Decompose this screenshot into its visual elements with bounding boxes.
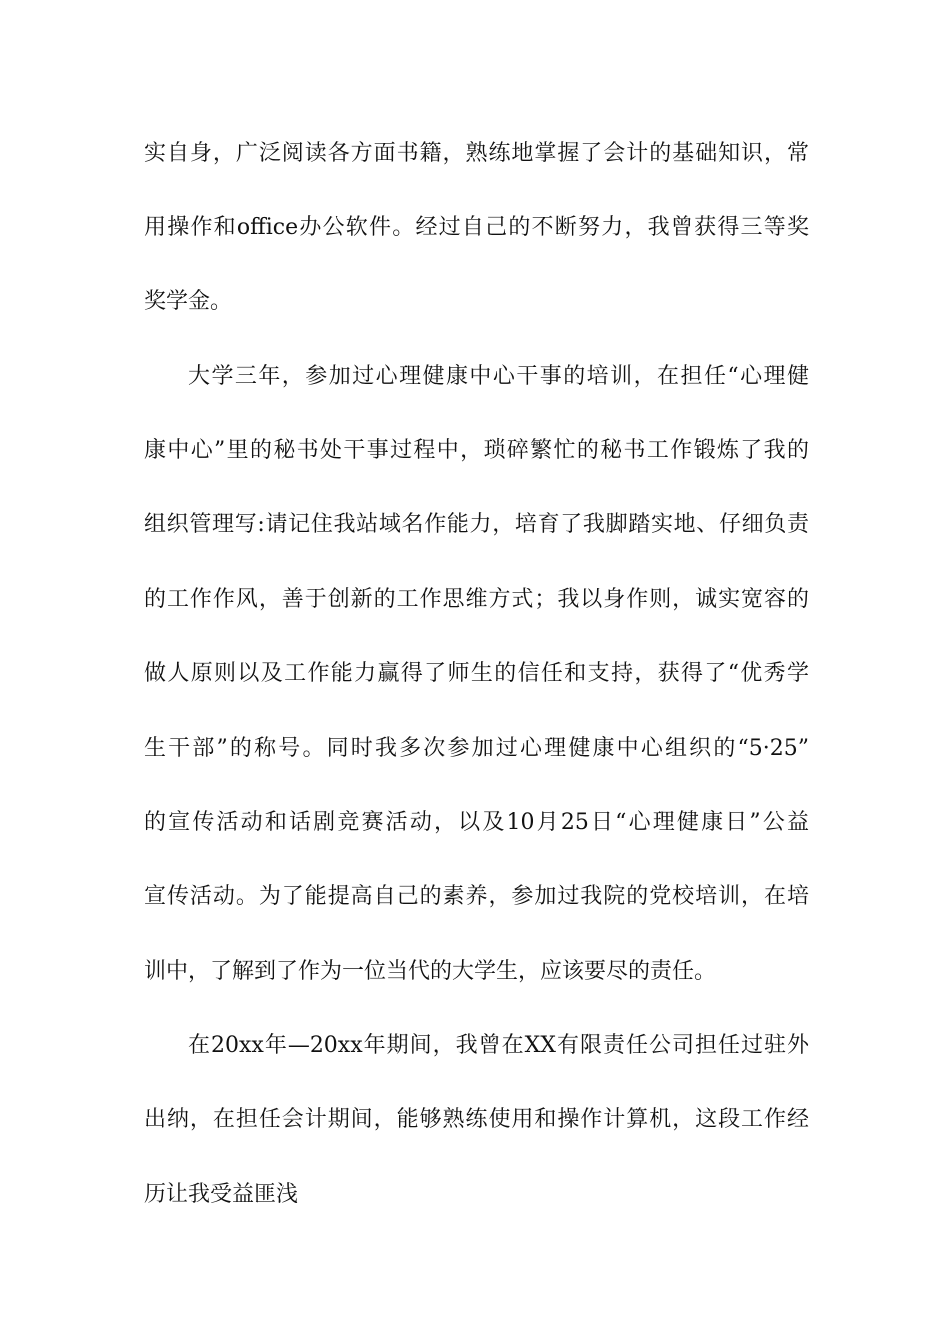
paragraph-first-line: 在20xx年—20xx年期间，我曾在XX有限责任公司担任过驻外 [188,1033,809,1058]
text-line: 奖学金。 [144,289,233,314]
text-line: 出纳，在担任会计期间，能够熟练使用和操作计算机，这段工作经 [144,1107,809,1132]
text-line: 实自身，广泛阅读各方面书籍，熟练地掌握了会计的基础知识，常 [144,141,809,166]
text-line: 用操作和office办公软件。经过自己的不断努力，我曾获得三等奖 [144,215,809,240]
text-line: 训中，了解到了作为一位当代的大学生，应该要尽的责任。 [144,959,717,984]
text-line: 生干部”的称号。同时我多次参加过心理健康中心组织的“5·25” [144,736,809,761]
text-line: 的工作作风，善于创新的工作思维方式；我以身作则，诚实宽容的 [144,587,809,612]
text-line: 组织管理写:请记住我站域名作能力，培育了我脚踏实地、仔细负责 [144,512,809,537]
paragraph-first-line: 大学三年，参加过心理健康中心干事的培训，在担任“心理健 [188,364,809,389]
text-line: 历让我受益匪浅 [144,1182,299,1207]
text-line: 康中心”里的秘书处干事过程中，琐碎繁忙的秘书工作锻炼了我的 [144,438,809,463]
text-line: 做人原则以及工作能力赢得了师生的信任和支持，获得了“优秀学 [144,661,809,686]
text-line: 宣传活动。为了能提高自己的素养，参加过我院的党校培训，在培 [144,884,809,909]
text-line: 的宣传活动和话剧竞赛活动，以及10月25日“心理健康日”公益 [144,810,809,835]
